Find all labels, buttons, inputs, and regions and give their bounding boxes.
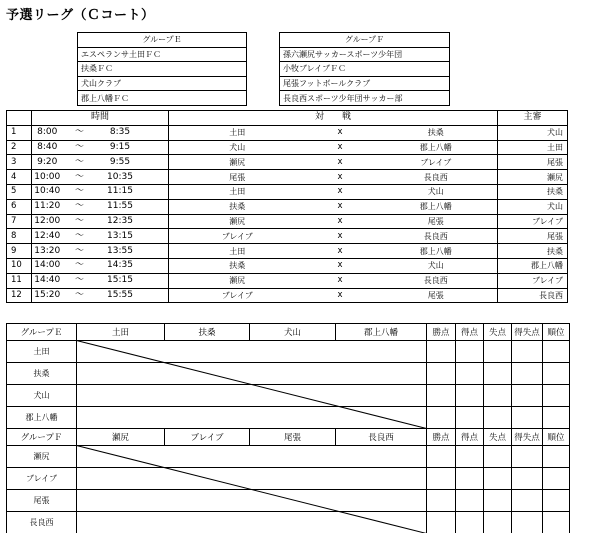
stat-column-header: 順位 — [543, 429, 570, 446]
stat-cell — [427, 512, 456, 533]
versus-mark: x — [306, 214, 375, 229]
stat-column-header: 得点 — [456, 429, 484, 446]
schedule-row — [7, 155, 568, 170]
team-entry: 小牧ブレイブＦＣ — [280, 62, 450, 77]
home-team: 瀬尻 — [169, 273, 306, 288]
header-referee: 主審 — [498, 111, 568, 126]
end-time: 11:55 — [97, 199, 144, 214]
time-separator: ～ — [63, 155, 97, 170]
stat-cell — [456, 363, 484, 385]
away-team: 尾張 — [375, 214, 498, 229]
stat-cell — [456, 407, 484, 429]
home-team: 土田 — [169, 184, 306, 199]
stat-cell — [456, 468, 484, 490]
home-team: 瀬尻 — [169, 214, 306, 229]
stat-cell — [543, 363, 570, 385]
schedule-row — [7, 288, 568, 303]
result-cell — [336, 385, 427, 407]
stat-cell — [456, 512, 484, 533]
group-e-heading: グループＥ — [78, 33, 247, 48]
spacer — [144, 244, 169, 259]
stat-cell — [427, 446, 456, 468]
result-cell — [336, 490, 427, 512]
group-f-standings-table — [6, 428, 570, 533]
stat-cell — [543, 490, 570, 512]
result-cell — [250, 446, 336, 468]
away-team: 郡上八幡 — [375, 140, 498, 155]
standings-header-row — [7, 429, 570, 446]
versus-mark: x — [306, 244, 375, 259]
end-time: 11:15 — [97, 184, 144, 199]
referee-team: 犬山 — [498, 125, 568, 140]
match-number: 1 — [7, 125, 32, 140]
referee-team: 長良西 — [498, 288, 568, 303]
away-team: 長良西 — [375, 229, 498, 244]
start-time: 12:40 — [32, 229, 63, 244]
end-time: 9:15 — [97, 140, 144, 155]
versus-mark: x — [306, 140, 375, 155]
time-separator: ～ — [63, 125, 97, 140]
time-separator: ～ — [63, 258, 97, 273]
result-cell — [250, 512, 336, 533]
home-team: ブレイブ — [169, 288, 306, 303]
group-label: グループＥ — [7, 324, 77, 341]
standings-row — [7, 468, 570, 490]
stat-cell — [543, 385, 570, 407]
result-cell — [336, 363, 427, 385]
schedule-row — [7, 244, 568, 259]
spacer — [144, 140, 169, 155]
spacer — [144, 155, 169, 170]
referee-team: ブレイブ — [498, 214, 568, 229]
referee-team: 郡上八幡 — [498, 258, 568, 273]
stat-cell — [543, 446, 570, 468]
stat-cell — [512, 385, 543, 407]
home-team: 扶桑 — [169, 199, 306, 214]
stat-cell — [543, 468, 570, 490]
schedule-row — [7, 184, 568, 199]
stat-cell — [512, 468, 543, 490]
result-cell — [77, 446, 165, 468]
result-cell — [165, 407, 250, 429]
result-cell — [77, 512, 165, 533]
result-cell — [336, 468, 427, 490]
end-time: 13:15 — [97, 229, 144, 244]
schedule-row — [7, 140, 568, 155]
away-team: 犬山 — [375, 184, 498, 199]
team-entry: 扶桑ＦＣ — [78, 62, 247, 77]
result-cell — [336, 407, 427, 429]
team-name: 土田 — [7, 341, 77, 363]
referee-team: 瀬尻 — [498, 170, 568, 185]
schedule-row — [7, 214, 568, 229]
stat-cell — [543, 512, 570, 533]
standings-row — [7, 512, 570, 533]
spacer — [144, 258, 169, 273]
stat-cell — [456, 490, 484, 512]
stat-cell — [484, 490, 512, 512]
versus-mark: x — [306, 170, 375, 185]
team-name: 長良西 — [7, 512, 77, 533]
start-time: 14:40 — [32, 273, 63, 288]
stat-cell — [512, 490, 543, 512]
stat-cell — [512, 446, 543, 468]
end-time: 14:35 — [97, 258, 144, 273]
away-team: 郡上八幡 — [375, 244, 498, 259]
header-time: 時間 — [32, 111, 169, 126]
opponent-column-header: 犬山 — [250, 324, 336, 341]
result-cell — [165, 490, 250, 512]
end-time: 10:35 — [97, 170, 144, 185]
schedule-row — [7, 273, 568, 288]
start-time: 10:00 — [32, 170, 63, 185]
result-cell — [165, 363, 250, 385]
end-time: 15:55 — [97, 288, 144, 303]
stat-cell — [484, 446, 512, 468]
opponent-column-header: 尾張 — [250, 429, 336, 446]
opponent-column-header: 瀬尻 — [77, 429, 165, 446]
result-cell — [77, 490, 165, 512]
match-number: 7 — [7, 214, 32, 229]
spacer — [144, 273, 169, 288]
away-team: 尾張 — [375, 288, 498, 303]
referee-team: 扶桑 — [498, 184, 568, 199]
stat-cell — [484, 341, 512, 363]
start-time: 8:40 — [32, 140, 63, 155]
match-number: 11 — [7, 273, 32, 288]
result-cell — [77, 468, 165, 490]
match-number: 5 — [7, 184, 32, 199]
team-entry: 郡上八幡ＦＣ — [78, 91, 247, 106]
time-separator: ～ — [63, 288, 97, 303]
result-cell — [165, 446, 250, 468]
spacer — [144, 125, 169, 140]
team-name: 瀬尻 — [7, 446, 77, 468]
opponent-column-header: ブレイブ — [165, 429, 250, 446]
referee-team: 土田 — [498, 140, 568, 155]
result-cell — [250, 468, 336, 490]
versus-mark: x — [306, 229, 375, 244]
stat-cell — [484, 385, 512, 407]
start-time: 9:20 — [32, 155, 63, 170]
start-time: 8:00 — [32, 125, 63, 140]
standings-row — [7, 446, 570, 468]
result-cell — [250, 341, 336, 363]
home-team: 尾張 — [169, 170, 306, 185]
result-cell — [77, 407, 165, 429]
start-time: 10:40 — [32, 184, 63, 199]
spacer — [144, 288, 169, 303]
result-cell — [336, 341, 427, 363]
versus-mark: x — [306, 184, 375, 199]
stat-column-header: 得失点 — [512, 429, 543, 446]
team-name: 犬山 — [7, 385, 77, 407]
match-number: 8 — [7, 229, 32, 244]
home-team: 瀬尻 — [169, 155, 306, 170]
result-cell — [165, 512, 250, 533]
stat-column-header: 勝点 — [427, 324, 456, 341]
start-time: 12:00 — [32, 214, 63, 229]
away-team: 犬山 — [375, 258, 498, 273]
stat-cell — [512, 407, 543, 429]
stat-column-header: 得失点 — [512, 324, 543, 341]
spacer — [144, 184, 169, 199]
referee-team: 犬山 — [498, 199, 568, 214]
stat-cell — [427, 341, 456, 363]
result-cell — [77, 363, 165, 385]
home-team: 土田 — [169, 244, 306, 259]
team-name: 尾張 — [7, 490, 77, 512]
standings-row — [7, 490, 570, 512]
schedule-row — [7, 199, 568, 214]
opponent-column-header: 土田 — [77, 324, 165, 341]
spacer — [144, 199, 169, 214]
team-name: ブレイブ — [7, 468, 77, 490]
time-separator: ～ — [63, 199, 97, 214]
result-cell — [77, 385, 165, 407]
end-time: 8:35 — [97, 125, 144, 140]
match-number: 6 — [7, 199, 32, 214]
team-entry: 孫六瀬尻サッカースポーツ少年団 — [280, 47, 450, 62]
stat-cell — [456, 385, 484, 407]
versus-mark: x — [306, 288, 375, 303]
page-title: 予選リーグ（Ｃコート） — [6, 8, 155, 23]
result-cell — [336, 512, 427, 533]
team-entry: 尾張フットボールクラブ — [280, 76, 450, 91]
team-entry: 犬山クラブ — [78, 76, 247, 91]
referee-team: 扶桑 — [498, 244, 568, 259]
versus-mark: x — [306, 199, 375, 214]
home-team: 犬山 — [169, 140, 306, 155]
stat-column-header: 順位 — [543, 324, 570, 341]
result-cell — [165, 385, 250, 407]
standings-row — [7, 363, 570, 385]
group-e-team-list — [77, 32, 247, 106]
stat-cell — [456, 446, 484, 468]
team-entry: 長良西スポーツ少年団サッカー部 — [280, 91, 450, 106]
stat-cell — [484, 363, 512, 385]
time-separator: ～ — [63, 170, 97, 185]
schedule-header-row — [7, 111, 568, 126]
time-separator: ～ — [63, 184, 97, 199]
stat-cell — [427, 468, 456, 490]
stat-cell — [484, 512, 512, 533]
result-cell — [250, 407, 336, 429]
header-no — [7, 111, 32, 126]
header-match: 対 戦 — [169, 111, 498, 126]
stat-column-header: 得点 — [456, 324, 484, 341]
stat-cell — [456, 341, 484, 363]
standings-header-row — [7, 324, 570, 341]
referee-team: ブレイブ — [498, 273, 568, 288]
schedule-row — [7, 170, 568, 185]
result-cell — [250, 385, 336, 407]
time-separator: ～ — [63, 214, 97, 229]
stat-cell — [512, 363, 543, 385]
standings-row — [7, 341, 570, 363]
standings-row — [7, 407, 570, 429]
versus-mark: x — [306, 125, 375, 140]
group-e-standings-table — [6, 323, 570, 429]
start-time: 13:20 — [32, 244, 63, 259]
result-cell — [77, 341, 165, 363]
away-team: ブレイブ — [375, 155, 498, 170]
team-name: 郡上八幡 — [7, 407, 77, 429]
end-time: 13:55 — [97, 244, 144, 259]
schedule-row — [7, 125, 568, 140]
stat-cell — [484, 468, 512, 490]
stat-cell — [543, 407, 570, 429]
match-number: 4 — [7, 170, 32, 185]
stat-cell — [484, 407, 512, 429]
stat-cell — [512, 341, 543, 363]
stat-cell — [512, 512, 543, 533]
match-number: 10 — [7, 258, 32, 273]
stat-column-header: 失点 — [484, 324, 512, 341]
standings-row — [7, 385, 570, 407]
stat-cell — [427, 363, 456, 385]
start-time: 11:20 — [32, 199, 63, 214]
match-number: 2 — [7, 140, 32, 155]
away-team: 長良西 — [375, 273, 498, 288]
result-cell — [336, 446, 427, 468]
group-label: グループＦ — [7, 429, 77, 446]
match-schedule-table — [6, 110, 568, 303]
versus-mark: x — [306, 258, 375, 273]
start-time: 15:20 — [32, 288, 63, 303]
end-time: 15:15 — [97, 273, 144, 288]
spacer — [144, 229, 169, 244]
match-number: 3 — [7, 155, 32, 170]
spacer — [144, 170, 169, 185]
match-number: 9 — [7, 244, 32, 259]
away-team: 長良西 — [375, 170, 498, 185]
result-cell — [165, 341, 250, 363]
time-separator: ～ — [63, 229, 97, 244]
team-entry: エスペランサ土田ＦＣ — [78, 47, 247, 62]
referee-team: 尾張 — [498, 155, 568, 170]
stat-cell — [427, 490, 456, 512]
match-number: 12 — [7, 288, 32, 303]
home-team: ブレイブ — [169, 229, 306, 244]
time-separator: ～ — [63, 273, 97, 288]
schedule-row — [7, 258, 568, 273]
start-time: 14:00 — [32, 258, 63, 273]
away-team: 郡上八幡 — [375, 199, 498, 214]
schedule-row — [7, 229, 568, 244]
away-team: 扶桑 — [375, 125, 498, 140]
home-team: 土田 — [169, 125, 306, 140]
opponent-column-header: 長良西 — [336, 429, 427, 446]
stat-cell — [427, 385, 456, 407]
stat-column-header: 失点 — [484, 429, 512, 446]
referee-team: 尾張 — [498, 229, 568, 244]
versus-mark: x — [306, 273, 375, 288]
group-f-heading: グループＦ — [280, 33, 450, 48]
stat-cell — [543, 341, 570, 363]
end-time: 9:55 — [97, 155, 144, 170]
result-cell — [250, 490, 336, 512]
result-cell — [165, 468, 250, 490]
opponent-column-header: 扶桑 — [165, 324, 250, 341]
stat-column-header: 勝点 — [427, 429, 456, 446]
time-separator: ～ — [63, 244, 97, 259]
spacer — [144, 214, 169, 229]
time-separator: ～ — [63, 140, 97, 155]
stat-cell — [427, 407, 456, 429]
versus-mark: x — [306, 155, 375, 170]
group-f-team-list — [279, 32, 450, 106]
team-name: 扶桑 — [7, 363, 77, 385]
home-team: 扶桑 — [169, 258, 306, 273]
end-time: 12:35 — [97, 214, 144, 229]
opponent-column-header: 郡上八幡 — [336, 324, 427, 341]
result-cell — [250, 363, 336, 385]
